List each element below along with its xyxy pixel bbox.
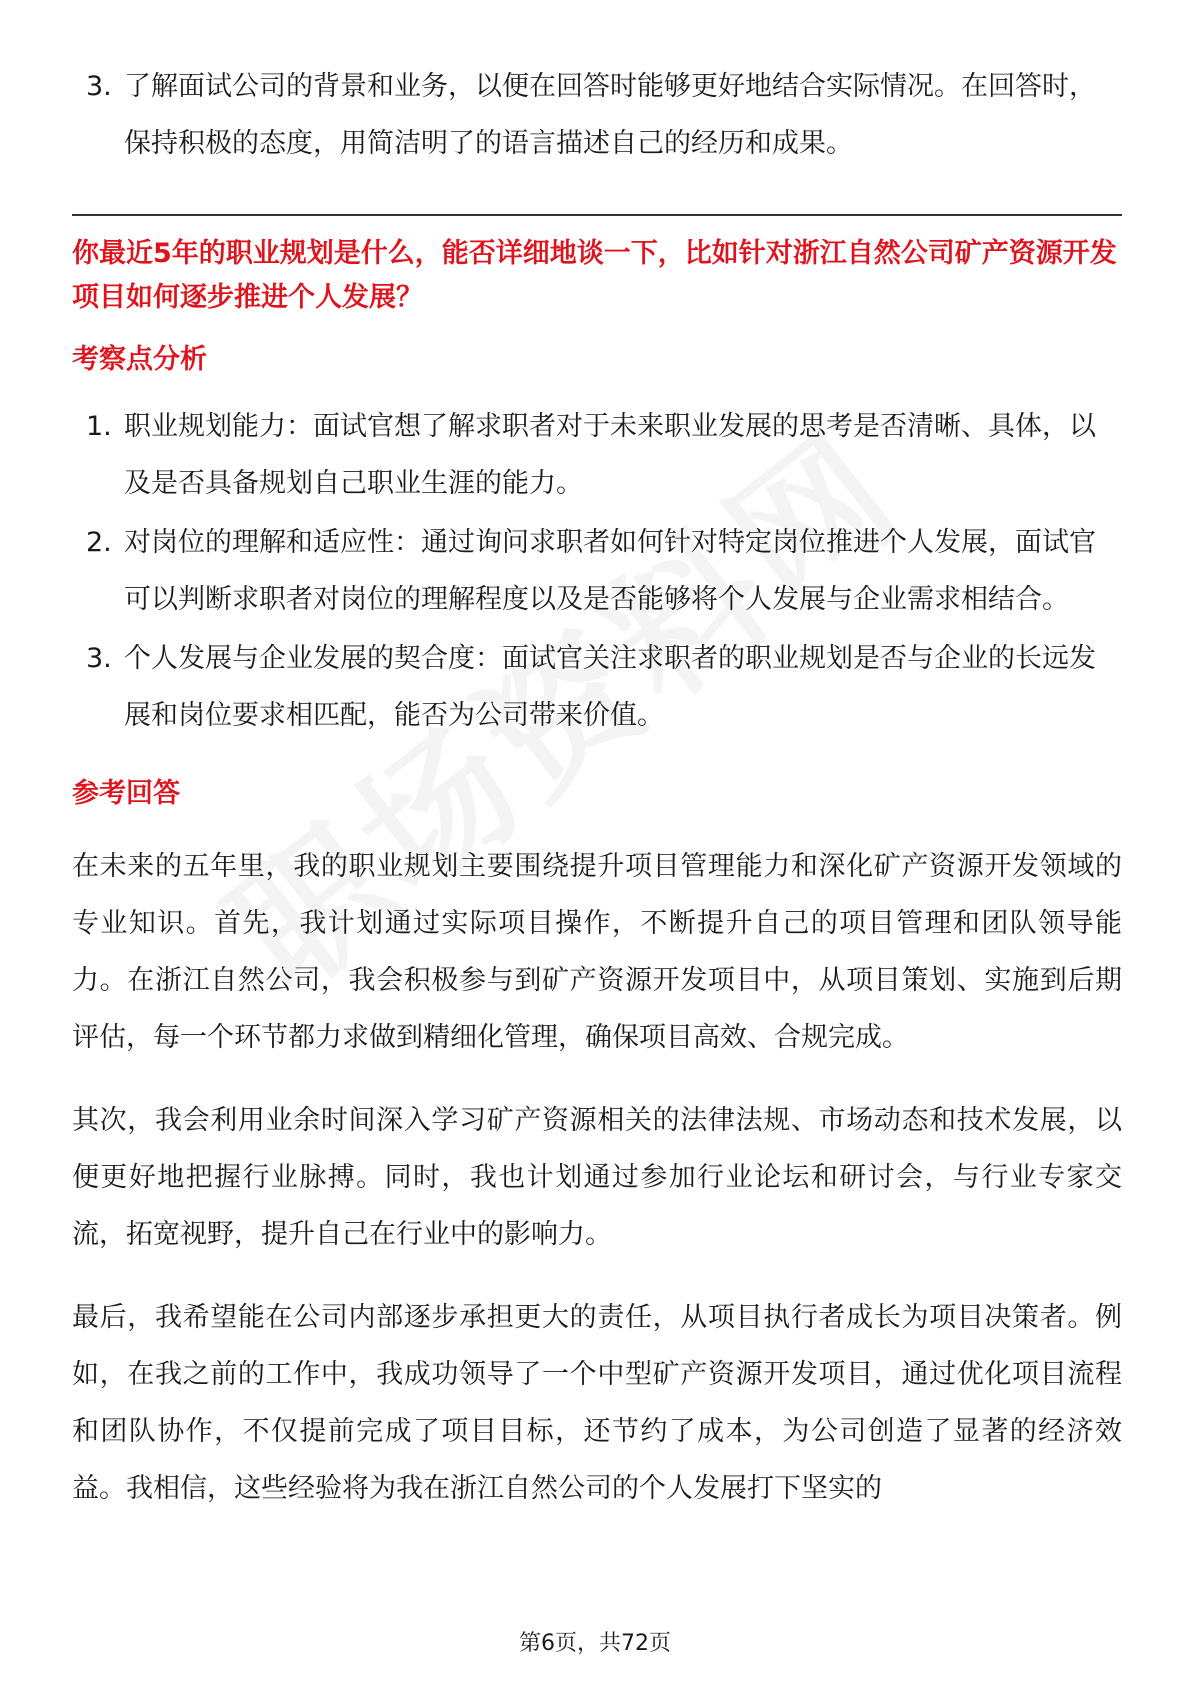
list-item: [72, 630, 1122, 744]
list-item-number: 3.: [86, 71, 112, 102]
list-item-text: 对岗位的理解和适应性：通过询问求职者如何针对特定岗位推进个人发展，面试官可以判断求职者对岗位的理解程度以及是否能够将个人发展与企业需求相结合。: [124, 527, 1096, 615]
question-heading: 你最近5年的职业规划是什么，能否详细地谈一下，比如针对浙江自然公司矿产资源开发项目如何逐步推进个人发展？: [72, 238, 1117, 313]
list-item-number: 1.: [86, 411, 112, 442]
section-divider: [72, 214, 1122, 216]
analysis-list: [72, 398, 1122, 744]
answer-title: 参考回答: [72, 778, 180, 809]
answer-paragraph: 其次，我会利用业余时间深入学习矿产资源相关的法律法规、市场动态和技术发展，以便更好地把握行业脉搏。同时，我也计划通过参加行业论坛和研讨会，与行业专家交流，拓宽视野，提升自己在行业中的影响力。: [72, 1105, 1122, 1250]
list-item-number: 2.: [86, 527, 112, 558]
list-item: [72, 58, 1122, 172]
tips-list: [72, 58, 1122, 172]
analysis-title: 考察点分析: [72, 344, 207, 375]
list-item-number: 3.: [86, 643, 112, 674]
list-item-text: 职业规划能力：面试官想了解求职者对于未来职业发展的思考是否清晰、具体，以及是否具备规划自己职业生涯的能力。: [124, 411, 1096, 499]
list-item-text: 了解面试公司的背景和业务，以便在回答时能够更好地结合实际情况。在回答时，保持积极的态度，用简洁明了的语言描述自己的经历和成果。: [124, 71, 1096, 159]
page-content: [72, 58, 1122, 1543]
list-item: [72, 398, 1122, 512]
answer-paragraph: 最后，我希望能在公司内部逐步承担更大的责任，从项目执行者成长为项目决策者。例如，在我之前的工作中，我成功领导了一个中型矿产资源开发项目，通过优化项目流程和团队协作，不仅提前完成了项目目标，还节约了成本，为公司创造了显著的经济效益。我相信，这些经验将为我在浙江自然公司的个人发展打下坚实的: [72, 1302, 1122, 1504]
page-number: 第6页，共72页: [519, 1631, 671, 1656]
answer-paragraph: 在未来的五年里，我的职业规划主要围绕提升项目管理能力和深化矿产资源开发领域的专业知识。首先，我计划通过实际项目操作，不断提升自己的项目管理和团队领导能力。在浙江自然公司，我会积极参与到矿产资源开发项目中，从项目策划、实施到后期评估，每一个环节都力求做到精细化管理，确保项目高效、合规完成。: [72, 851, 1122, 1053]
list-item: [72, 514, 1122, 628]
list-item-text: 个人发展与企业发展的契合度：面试官关注求职者的职业规划是否与企业的长远发展和岗位要求相匹配，能否为公司带来价值。: [124, 643, 1096, 731]
